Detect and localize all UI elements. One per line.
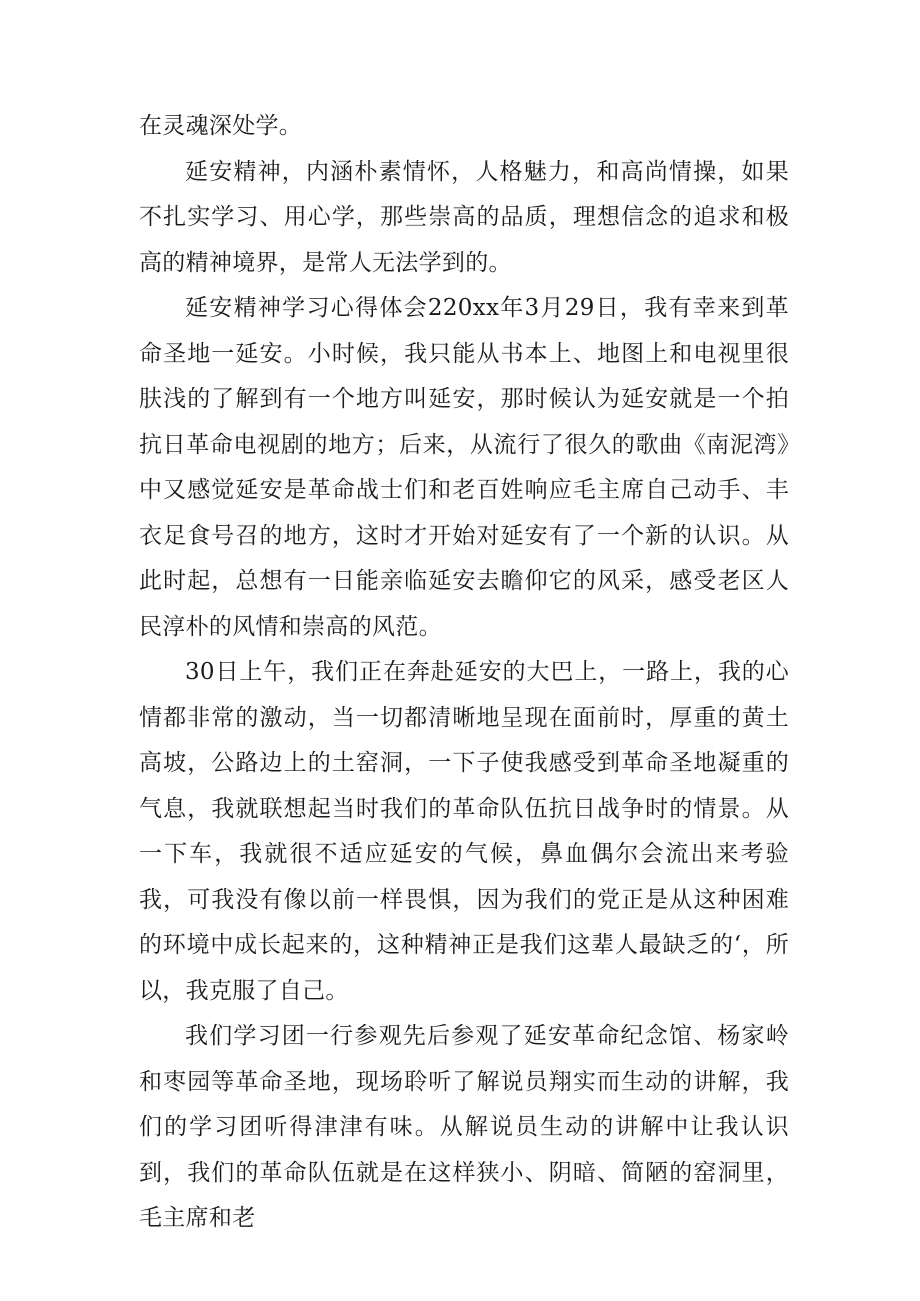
paragraph-5: 我们学习团一行参观先后参观了延安革命纪念馆、杨家岭和枣园等革命圣地，现场聆听了解说员翔实而生动的讲解，我们的学习团听得津津有味。从解说员生动的讲解中让我认识到，我们的革命队伍就是在这样狭小、阴暗、简陋的窑洞里，毛主席和老 xyxy=(139,1023,789,1231)
paragraph-2: 延安精神，内涵朴素情怀，人格魅力，和高尚情操，如果不扎实学习、用心学，那些崇高的品质，理想信念的追求和极高的精神境界，是常人无法学到的。 xyxy=(139,158,789,276)
paragraph-4: 30日上午，我们正在奔赴延安的大巴上，一路上，我的心情都非常的激动，当一切都清晰地呈现在面前时，厚重的黄土高坡，公路边上的土窑洞，一下子使我感受到革命圣地凝重的气息，我就联想起当时我们的革命队伍抗日战争时的情景。从一下车，我就很不适应延安的气候，鼻血偶尔会流出来考验我，可我没有像以前一样畏惧，因为我们的党正是从这种困难的环境中成长起来的，这种精神正是我们这辈人最缺乏的‘，所以，我克服了自己。 xyxy=(139,659,789,1004)
paragraph-3: 延安精神学习心得体会220xx年3月29日，我有幸来到革命圣地一延安。小时候，我只能从书本上、地图上和电视里很肤浅的了解到有一个地方叫延安，那时候认为延安就是一个拍抗日革命电视剧的地方；后来，从流行了很久的歌曲《南泥湾》中又感觉延安是革命战士们和老百姓响应毛主席自己动手、丰衣足食号召的地方，这时才开始对延安有了一个新的认识。从此时起，总想有一日能亲临延安去瞻仰它的风采，感受老区人民淳朴的风情和崇高的风范。 xyxy=(139,295,789,640)
document-body xyxy=(139,104,789,1242)
paragraph-1: 在灵魂深处学。 xyxy=(139,113,303,139)
